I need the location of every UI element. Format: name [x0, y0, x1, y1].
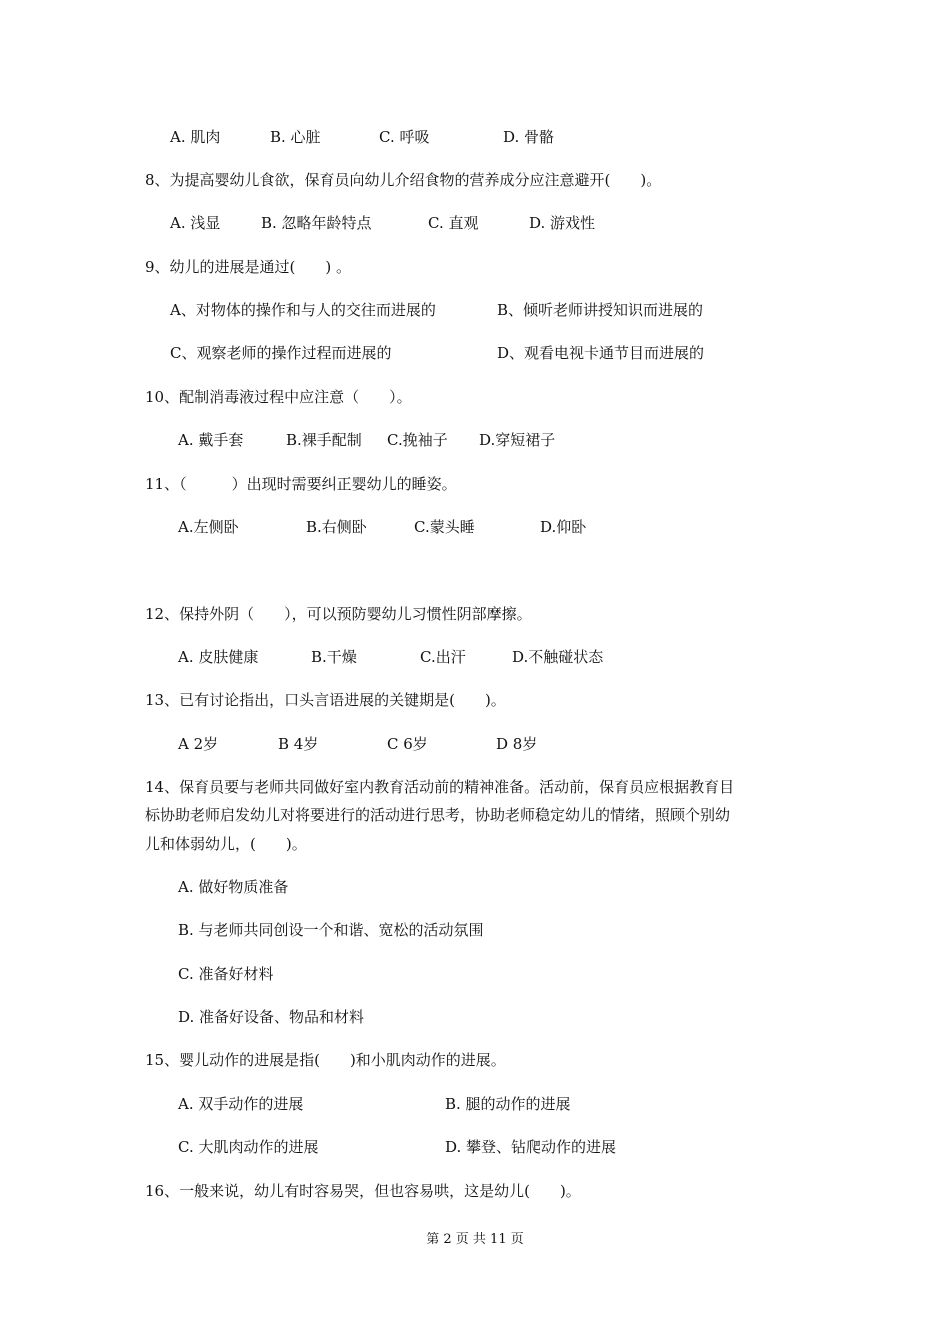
q7-option-d: D. 骨骼 — [503, 128, 555, 146]
q14-question-line-2: 标协助老师启发幼儿对将要进行的活动进行思考，协助老师稳定幼儿的情绪，照顾个别幼 — [145, 806, 731, 824]
q14-question-line-1: 14、保育员要与老师共同做好室内教育活动前的精神准备。活动前，保育员应根据教育目 — [145, 778, 735, 796]
q13-option-a: A 2岁 — [178, 735, 219, 753]
q11-option-c: C.蒙头睡 — [414, 518, 475, 536]
q9-option-c: C、观察老师的操作过程而进展的 — [170, 344, 392, 362]
q11-option-d: D.仰卧 — [540, 518, 587, 536]
q11-option-b: B.右侧卧 — [306, 518, 367, 536]
page-number-footer: 第 2 页 共 11 页 — [426, 1232, 524, 1247]
q8-option-a: A. 浅显 — [170, 214, 221, 232]
q8-option-b: B. 忽略年龄特点 — [261, 214, 372, 232]
q15-option-c: C. 大肌肉动作的进展 — [178, 1138, 319, 1156]
q8-option-d: D. 游戏性 — [529, 214, 596, 232]
q8-option-c: C. 直观 — [428, 214, 479, 232]
q14-option-d: D. 准备好设备、物品和材料 — [178, 1008, 365, 1026]
q12-option-b: B.干燥 — [311, 648, 357, 666]
q7-option-a: A. 肌肉 — [170, 128, 221, 146]
q14-option-b: B. 与老师共同创设一个和谐、宽松的活动氛围 — [178, 921, 484, 939]
q7-option-b: B. 心脏 — [270, 128, 321, 146]
q14-option-a: A. 做好物质准备 — [178, 878, 289, 896]
q10-option-b: B.裸手配制 — [286, 431, 362, 449]
q9-option-d: D、观看电视卡通节目而进展的 — [497, 344, 705, 362]
q13-option-c: C 6岁 — [387, 735, 428, 753]
q11-option-a: A.左侧卧 — [178, 518, 239, 536]
q13-option-b: B 4岁 — [278, 735, 319, 753]
q12-question: 12、保持外阴（ ），可以预防婴幼儿习惯性阴部摩擦。 — [145, 605, 532, 623]
q14-question-line-3: 儿和体弱幼儿，( )。 — [145, 835, 307, 853]
q9-option-a: A、对物体的操作和与人的交往而进展的 — [170, 301, 436, 319]
q15-option-b: B. 腿的动作的进展 — [445, 1095, 571, 1113]
q8-question: 8、为提高婴幼儿食欲，保育员向幼儿介绍食物的营养成分应注意避开( )。 — [145, 171, 662, 189]
q15-option-a: A. 双手动作的进展 — [178, 1095, 304, 1113]
q9-option-b: B、倾听老师讲授知识而进展的 — [497, 301, 704, 319]
q10-option-a: A. 戴手套 — [178, 431, 244, 449]
q15-option-d: D. 攀登、钻爬动作的进展 — [445, 1138, 617, 1156]
q10-option-d: D.穿短裙子 — [479, 431, 556, 449]
q10-option-c: C.挽袖子 — [387, 431, 448, 449]
q13-question: 13、已有讨论指出，口头言语进展的关键期是( )。 — [145, 691, 506, 709]
q16-question: 16、一般来说，幼儿有时容易哭，但也容易哄，这是幼儿( )。 — [145, 1182, 581, 1200]
q15-question: 15、婴儿动作的进展是指( )和小肌肉动作的进展。 — [145, 1051, 506, 1069]
q14-option-c: C. 准备好材料 — [178, 965, 274, 983]
q9-question: 9、幼儿的进展是通过( ) 。 — [145, 258, 352, 276]
q7-option-c: C. 呼吸 — [379, 128, 430, 146]
q10-question: 10、配制消毒液过程中应注意（ ）。 — [145, 388, 412, 406]
q12-option-c: C.出汗 — [420, 648, 466, 666]
q12-option-a: A. 皮肤健康 — [178, 648, 259, 666]
q13-option-d: D 8岁 — [496, 735, 538, 753]
q11-question: 11、（ ）出现时需要纠正婴幼儿的睡姿。 — [145, 475, 457, 493]
q12-option-d: D.不触碰状态 — [512, 648, 604, 666]
